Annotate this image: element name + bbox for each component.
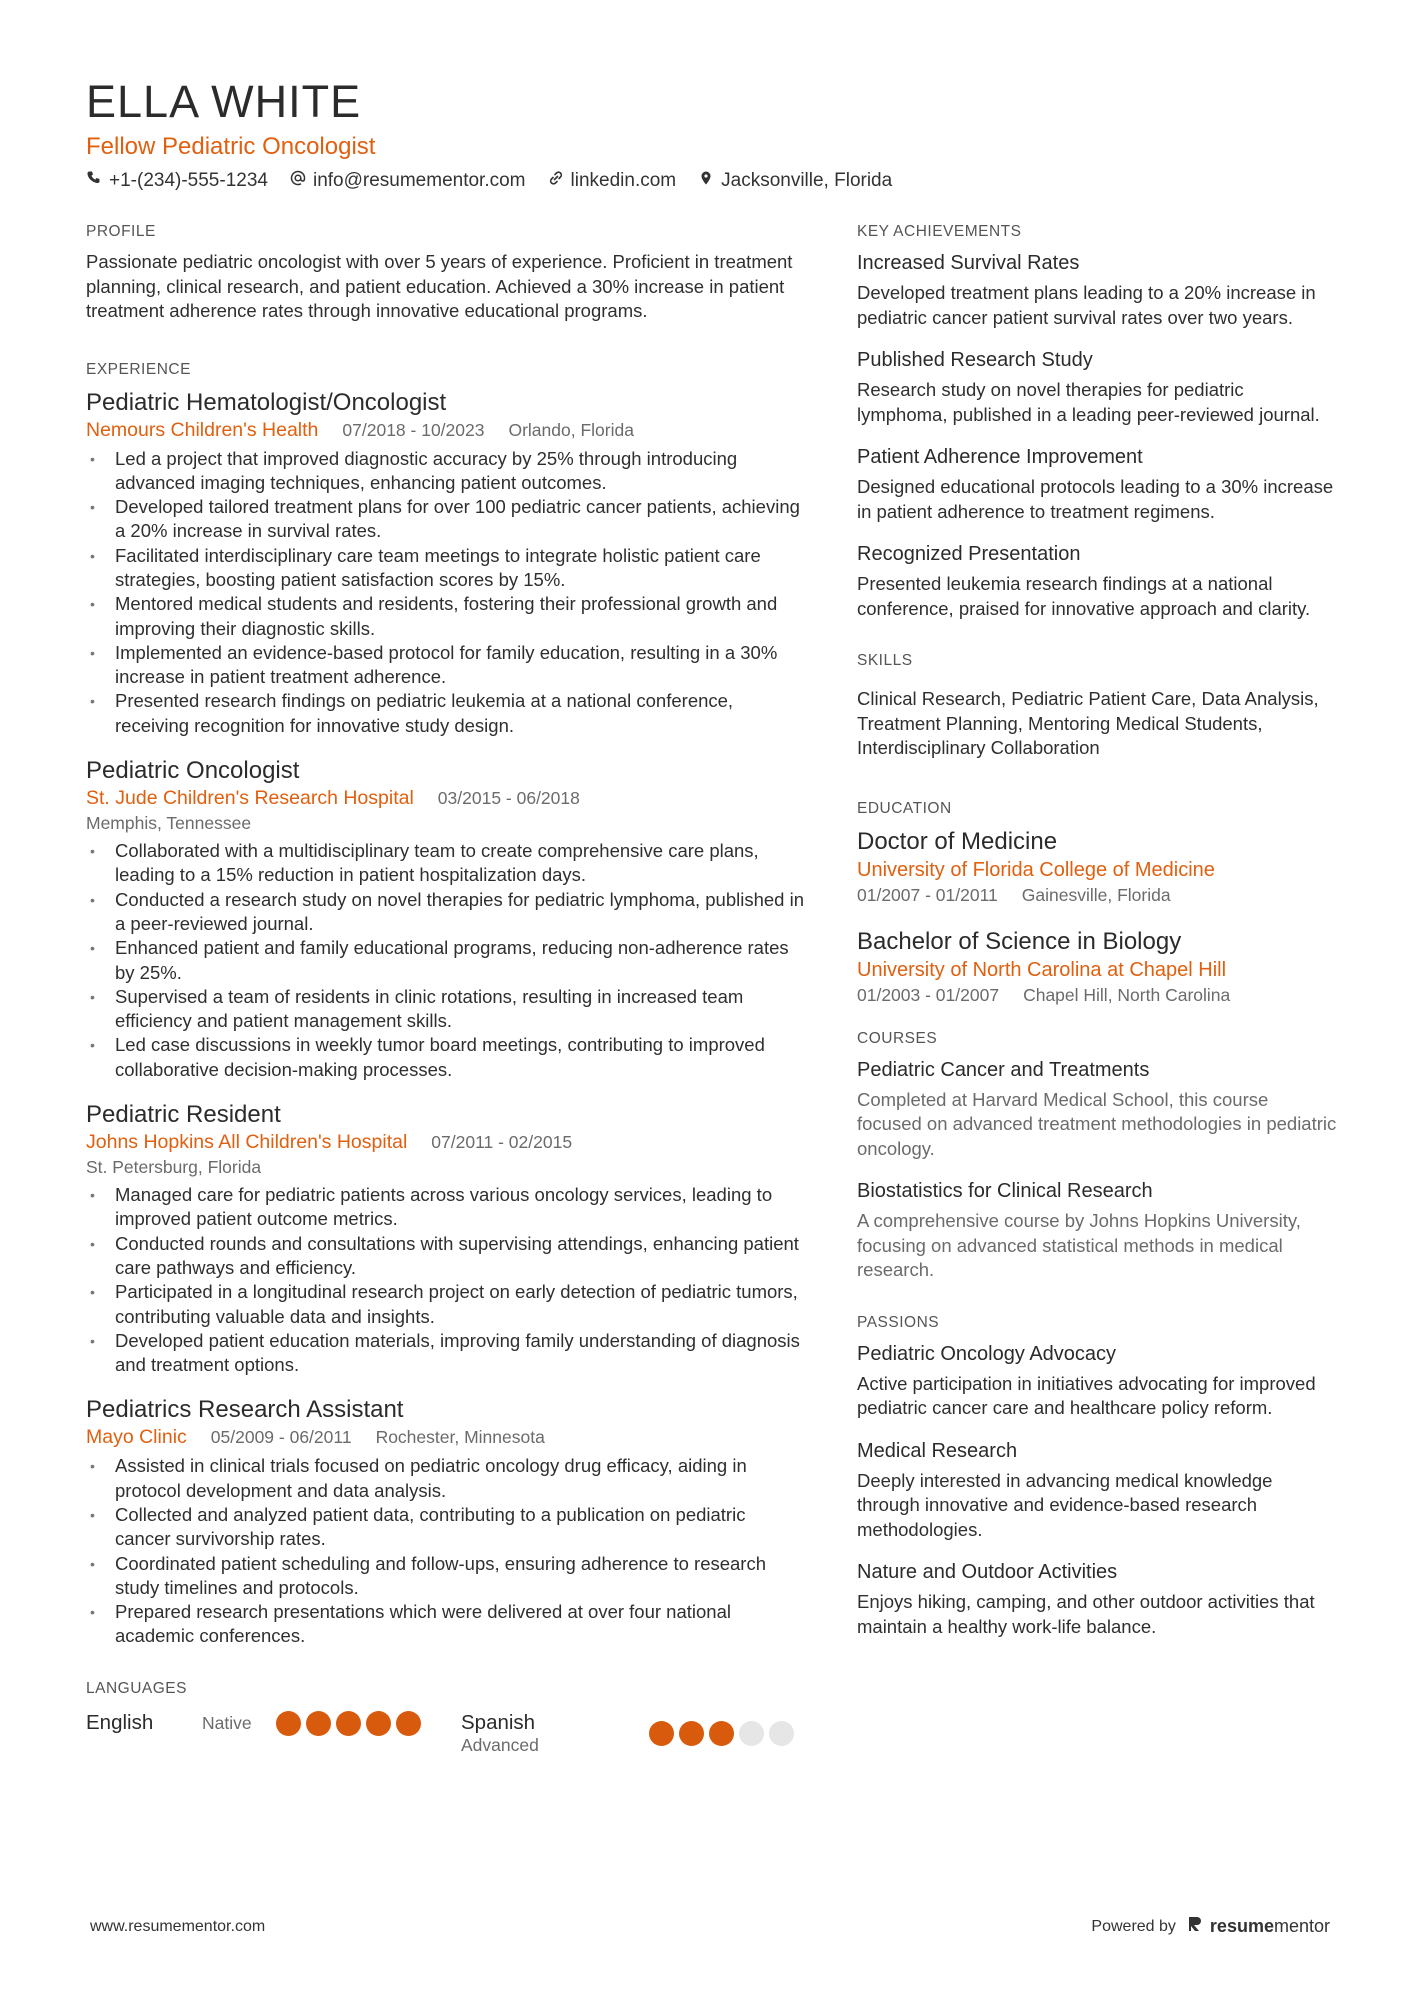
- achievement-item: [857, 541, 1337, 621]
- education-dates: 01/2007 - 01/2011: [857, 884, 998, 905]
- achievement-desc: Designed educational protocols leading to a 30% increase in patient adherence to treatment regimens.: [857, 476, 1334, 522]
- job-title: Pediatric Oncologist: [86, 757, 300, 785]
- candidate-role: Fellow Pediatric Oncologist: [86, 133, 376, 160]
- section-title-languages: LANGUAGES: [86, 1679, 187, 1697]
- bullet-item: • Led a project that improved diagnostic accuracy by 25% through introducing advanced imaging techniques, enhancing patient outcomes.: [86, 447, 806, 496]
- passion-desc: Deeply interested in advancing medical knowledge through innovative and evidence-based research methodologies.: [857, 1469, 1273, 1540]
- job-bullets: [86, 1183, 806, 1377]
- passion-title: Pediatric Oncology Advocacy: [857, 1342, 1117, 1365]
- phone-icon: [86, 168, 102, 194]
- job-bullets: [86, 447, 806, 739]
- brand-mark-icon: [1186, 1915, 1204, 1938]
- passions-section: [857, 1313, 1337, 1640]
- achievement-title: Patient Adherence Improvement: [857, 446, 1143, 468]
- job-bullets: [86, 1454, 806, 1648]
- achievement-item: [857, 444, 1337, 524]
- language-name: English: [86, 1711, 154, 1735]
- experience-entry: [86, 756, 806, 1082]
- language-text-group: [461, 1711, 649, 1756]
- bullet-item: • Facilitated interdisciplinary care team meetings to integrate holistic patient care strategies, boosting patient satisfaction scores by 15%.: [86, 544, 806, 593]
- job-location: Memphis, Tennessee: [86, 813, 252, 834]
- job-company: St. Jude Children's Research Hospital: [86, 787, 414, 810]
- job-title: Pediatric Resident: [86, 1101, 281, 1129]
- section-title-courses: COURSES: [857, 1029, 938, 1047]
- passion-item: [857, 1438, 1337, 1543]
- passion-title: Medical Research: [857, 1439, 1018, 1462]
- education-location: Gainesville, Florida: [1021, 884, 1171, 905]
- education-entry: [857, 927, 1337, 1007]
- linkedin-text[interactable]: linkedin.com: [570, 170, 677, 191]
- bullet-item: • Prepared research presentations which were delivered at over four national academic conferences.: [86, 1600, 806, 1649]
- rating-dot-filled: [709, 1721, 734, 1746]
- at-icon: [290, 168, 306, 194]
- job-bullets: [86, 839, 806, 1082]
- job-meta: [86, 418, 806, 443]
- achievement-title: Recognized Presentation: [857, 543, 1081, 565]
- passion-desc: Enjoys hiking, camping, and other outdoor activities that maintain a healthy work-life balance.: [857, 1591, 1315, 1637]
- achievements-section: [857, 222, 1337, 621]
- rating-dot-filled: [649, 1721, 674, 1746]
- achievement-title: Increased Survival Rates: [857, 252, 1080, 274]
- powered-by: [1091, 1915, 1330, 1938]
- education-school: University of Florida College of Medicine: [857, 858, 1215, 881]
- job-company: Johns Hopkins All Children's Hospital: [86, 1131, 408, 1154]
- education-meta: [857, 984, 1337, 1007]
- bullet-item: • Coordinated patient scheduling and follow-ups, ensuring adherence to research study timelines and protocols.: [86, 1552, 806, 1601]
- job-location: Rochester, Minnesota: [375, 1427, 545, 1448]
- location-text: Jacksonville, Florida: [721, 170, 893, 191]
- rating-dot-empty: [739, 1721, 764, 1746]
- course-item: [857, 1057, 1337, 1162]
- course-desc: Completed at Harvard Medical School, this course focused on advanced treatment methodologies in pediatric oncology.: [857, 1088, 1337, 1159]
- contact-email[interactable]: [290, 168, 526, 194]
- rating-dot-filled: [366, 1711, 391, 1736]
- brand-name-rest: mentor: [1273, 1916, 1330, 1936]
- section-title-education: EDUCATION: [857, 799, 952, 817]
- job-meta: [86, 786, 806, 811]
- bullet-item: • Implemented an evidence-based protocol for family education, resulting in a 30% increase in patient treatment adherence.: [86, 641, 806, 690]
- bullet-item: • Collaborated with a multidisciplinary team to create comprehensive care plans, leading to a 15% reduction in patient hospitalization days.: [86, 839, 806, 888]
- bullet-item: • Assisted in clinical trials focused on pediatric oncology drug efficacy, aiding in protocol development and data analysis.: [86, 1454, 806, 1503]
- left-column: [86, 222, 806, 1756]
- resume-header: [86, 76, 1326, 194]
- education-entry: [857, 827, 1337, 907]
- job-location: St. Petersburg, Florida: [86, 1157, 262, 1178]
- location-pin-icon: [698, 168, 714, 194]
- bullet-item: • Collected and analyzed patient data, contributing to a publication on pediatric cancer survivorship rates.: [86, 1503, 806, 1552]
- job-meta: [86, 1130, 806, 1155]
- bullet-item: • Participated in a longitudinal research project on early detection of pediatric tumors, contributing valuable data and insights.: [86, 1280, 806, 1329]
- section-title-achievements: KEY ACHIEVEMENTS: [857, 223, 1022, 240]
- education-degree: Bachelor of Science in Biology: [857, 927, 1182, 955]
- job-title: Pediatrics Research Assistant: [86, 1396, 404, 1424]
- languages-section: [86, 1679, 806, 1756]
- bullet-item: • Mentored medical students and residents, fostering their professional growth and improving their diagnostic skills.: [86, 592, 806, 641]
- section-title-skills: SKILLS: [857, 652, 913, 669]
- job-dates: 03/2015 - 06/2018: [437, 788, 580, 809]
- contact-location: [698, 168, 892, 194]
- profile-section: [86, 222, 806, 324]
- language-entry: [86, 1711, 461, 1736]
- rating-dot-filled: [276, 1711, 301, 1736]
- footer-website-link[interactable]: www.resumementor.com: [90, 1918, 266, 1935]
- job-dates: 07/2011 - 02/2015: [431, 1132, 573, 1153]
- right-column: [857, 222, 1337, 1656]
- experience-entry: [86, 1100, 806, 1377]
- rating-dot-filled: [306, 1711, 331, 1736]
- job-company: Mayo Clinic: [86, 1426, 187, 1449]
- language-rating: [276, 1711, 421, 1736]
- rating-dot-filled: [336, 1711, 361, 1736]
- education-dates: 01/2003 - 01/2007: [857, 984, 1000, 1005]
- bullet-item: • Conducted rounds and consultations with supervising attendings, enhancing patient care pathways and efficiency.: [86, 1232, 806, 1281]
- candidate-name: ELLA WHITE: [86, 76, 362, 127]
- bullet-item: • Supervised a team of residents in clinic rotations, resulting in increased team efficiency and patient management skills.: [86, 985, 806, 1034]
- courses-section: [857, 1029, 1337, 1283]
- phone-text: +1-(234)-555-1234: [109, 170, 268, 191]
- brand-name: [1210, 1916, 1330, 1937]
- job-location: Orlando, Florida: [508, 419, 634, 440]
- course-item: [857, 1178, 1337, 1283]
- section-title-experience: EXPERIENCE: [86, 360, 191, 378]
- bullet-item: • Developed patient education materials, improving family understanding of diagnosis and treatment options.: [86, 1329, 806, 1378]
- achievement-item: [857, 250, 1337, 330]
- language-entry: [461, 1711, 796, 1756]
- bullet-item: • Presented research findings on pediatric leukemia at a national conference, receiving recognition for innovative study design.: [86, 689, 806, 738]
- course-desc: A comprehensive course by Johns Hopkins University, focusing on advanced statistical methods in medical research.: [857, 1210, 1301, 1280]
- achievement-item: [857, 347, 1337, 427]
- job-dates: 07/2018 - 10/2023: [342, 419, 485, 440]
- job-company: Nemours Children's Health: [86, 418, 319, 441]
- language-name: Spanish: [461, 1710, 536, 1734]
- section-title-passions: PASSIONS: [857, 1313, 940, 1331]
- language-level: Native: [202, 1712, 252, 1733]
- education-meta: [857, 884, 1337, 907]
- education-location: Chapel Hill, North Carolina: [1023, 984, 1231, 1005]
- section-title-profile: PROFILE: [86, 223, 156, 240]
- bullet-item: • Developed tailored treatment plans for over 100 pediatric cancer patients, achieving a 20% increase in survival rates.: [86, 495, 806, 544]
- passion-desc: Active participation in initiatives advocating for improved pediatric cancer care and healthcare policy reform.: [857, 1372, 1316, 1418]
- achievement-title: Published Research Study: [857, 349, 1093, 371]
- contact-info: [86, 168, 1326, 194]
- experience-entry: [86, 388, 806, 739]
- course-title: Biostatistics for Clinical Research: [857, 1180, 1153, 1202]
- rating-dot-filled: [396, 1711, 421, 1736]
- link-icon: [548, 168, 564, 194]
- experience-section: [86, 360, 806, 1649]
- profile-text: Passionate pediatric oncologist with over 5 years of experience. Proficient in treatment planning, clinical research, and patient education. Achieved a 30% increase in patient treatment adherence rates through innovative educational programs.: [86, 251, 793, 321]
- bullet-item: • Enhanced patient and family educational programs, reducing non-adherence rates by 25%.: [86, 936, 806, 985]
- skills-section: [857, 651, 1337, 761]
- contact-linkedin[interactable]: [548, 168, 677, 194]
- education-degree: Doctor of Medicine: [857, 827, 1058, 855]
- contact-phone: [86, 168, 268, 194]
- achievement-desc: Presented leukemia research findings at a national conference, praised for innovative approach and clarity.: [857, 573, 1311, 619]
- education-school: University of North Carolina at Chapel Hill: [857, 958, 1227, 981]
- languages-row: [86, 1711, 806, 1756]
- rating-dot-filled: [679, 1721, 704, 1746]
- page-footer: [90, 1918, 1330, 1948]
- job-dates: 05/2009 - 06/2011: [210, 1427, 352, 1448]
- passion-item: [857, 1341, 1337, 1421]
- brand-name-bold: resume: [1209, 1916, 1274, 1936]
- bullet-item: • Managed care for pediatric patients across various oncology services, leading to improved patient outcome metrics.: [86, 1183, 806, 1232]
- education-section: [857, 799, 1337, 1007]
- bullet-item: • Conducted a research study on novel therapies for pediatric lymphoma, published in a peer-reviewed journal.: [86, 888, 806, 937]
- email-text[interactable]: info@resumementor.com: [312, 170, 526, 191]
- passion-title: Nature and Outdoor Activities: [857, 1561, 1118, 1583]
- skills-text: Clinical Research, Pediatric Patient Care, Data Analysis, Treatment Planning, Mentoring Medical Students, Interdisciplinary Collaboration: [857, 688, 1319, 758]
- powered-by-label: Powered by: [1091, 1917, 1176, 1935]
- rating-dot-empty: [769, 1721, 794, 1746]
- job-title: Pediatric Hematologist/Oncologist: [86, 388, 447, 416]
- bullet-item: • Led case discussions in weekly tumor board meetings, contributing to improved collaborative decision-making processes.: [86, 1033, 806, 1082]
- course-title: Pediatric Cancer and Treatments: [857, 1058, 1150, 1081]
- job-meta: [86, 1425, 806, 1450]
- language-level: Advanced: [461, 1734, 539, 1755]
- experience-entry: [86, 1395, 806, 1648]
- brand-logo[interactable]: [1186, 1915, 1330, 1938]
- language-rating: [649, 1721, 794, 1746]
- passion-item: [857, 1559, 1337, 1639]
- achievement-desc: Developed treatment plans leading to a 20% increase in pediatric cancer patient survival rates over two years.: [857, 282, 1316, 328]
- achievement-desc: Research study on novel therapies for pediatric lymphoma, published in a leading peer-reviewed journal.: [857, 379, 1320, 425]
